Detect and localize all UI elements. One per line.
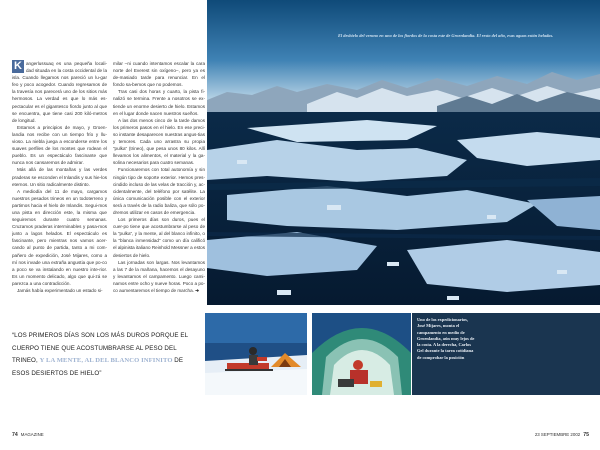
drop-cap: K	[14, 60, 22, 72]
pull-quote-highlight: Y LA MENTE, AL DEL BLANCO INFINITO	[39, 357, 175, 365]
main-photo-caption: El deshielo del verano en uno de los fiordos de la costa este de Groenlandia. El resto del año, esas aguas están heladas.	[338, 33, 554, 38]
article-paragraph: Jamás había experimentado un estado si-	[17, 288, 103, 293]
sled-camp-photo	[205, 313, 307, 395]
pull-quote-text: “LOS PRIMEROS DÍAS SON LOS MÁS DUROS PORQUE EL CUERPO TIENE QUE ACOSTUMBRARSE AL PESO DEL TRINEO,	[12, 332, 188, 365]
article-paragraph: Estamos a principios de mayo, y Groen-landia nos recibe con un tiempo frío y llu-vioso. La niebla juega a esconderse entre los suaves perfiles de los montes que rodean el pueblo. Es un espectáculo fascinante que nunca nos cansaremos de admirar.	[12, 124, 107, 166]
article-paragraph: Las jornadas son largas. Nos levantamos a las 7 de la mañana, hacemos el desayuno y levantamos el campamento. Luego cami-namos entre ocho y nueve horas. Poco a po-co aumentaremos el tiempo de marcha. ➔	[113, 259, 205, 293]
article-paragraph: A las dos menos cinco de la tarde damos los primeros pasos en el hielo. En ese preci-so instante desaparecen nuestras angus-tias y temores. Cada uno arrastra su propia “pulka” (trineo), que pesa unos 80 kilos. Allí llevamos los alimentos, el material y la ga-solina necesarios para cuatro semanas.	[113, 117, 205, 166]
pull-quote-text-end: DE ESOS DESIERTOS DE HIELO”	[12, 357, 184, 377]
pull-quote	[12, 330, 192, 380]
photo-caption: Uno de los expedicionarios, José Mijares, monta el campamento en medio de Groenlandia, aún muy lejos de la costa. A la derecha, Carlos Gel durante la tarea cotidiana de comprobar la posición	[417, 317, 475, 360]
footer-right	[535, 432, 592, 438]
article-paragraph: A mediodía del 11 de mayo, cargamos nuestros pesados trineos en un todoterreno y partimos hacia el hielo de Inlandis. Segui-mos una pista en dirección este, la misma que seguiremos durante cuatro semanas. Cruzamos praderas interminables y pasa-mos junto a lagos helados. El espectáculo es fascinante, pero mientras nos vamos acer-cando al punto de partida, tanto a mi com-pañero de expedición, José Mijares, como a mí nos invade una extraña angustia que po-co a poco se va instalando en nuestro inte-rior. Es un momento delicado, algo que qui-zá se parezca a una contradicción.	[12, 188, 107, 286]
page-number-left: 74	[12, 432, 18, 438]
tent-interior-photo	[312, 313, 411, 395]
article-column-2	[113, 60, 205, 314]
article-paragraph: Los primeros días son duros, pues el cuer-po tiene que acostumbrarse al peso de la “pulka”, y la mente, al del blanco infinito, o la “blanca inmensidad” como un día calificó el alpinista italiano Reinhold Messner a estos desiertos de hielo.	[113, 217, 205, 258]
fjord-photo	[207, 0, 600, 305]
page-number-right: 75	[583, 432, 589, 438]
continue-arrow-icon: ➔	[195, 288, 200, 293]
article-paragraph: Funcionaremos con total autonomía y sin ningún tipo de soporte exterior. Hemos pres-cindido incluso de las velas de tracción y, ac-cidentalmente, del teléfono por satélite. La única comunicación posible con el exterior será a través de la radio baliza, que sólo po-dremos utilizar en casos de emergencia.	[113, 167, 205, 215]
article-paragraph: Más allá de las montañas y las verdes praderas se esconden el Inlandis y sus hie-los eternos. Un sitio radicalmente distinto.	[12, 167, 107, 187]
footer-left	[12, 432, 44, 438]
issue-date: 23 SEPTIEMBRE 2002	[534, 432, 581, 437]
article-paragraph: K angerlussuaq es una pequeña locali-dad situada en la costa occidental de la isla. Cuando llegamos nos pareció un lu-gar feo y poco acogedor. Cuando regresamos de la travesía nos parecerá uno de los sitios más hermosos. La verdad es que lo más es-pectacular es el gigantesco fiordo junto al que se encuentra, que tiene casi 200 kiló-metros de longitud.	[12, 60, 107, 123]
article-paragraph: Tras casi dos horas y cuarto, la pista fi-nalizó se termina. Frente a nosotros se ex-tiende un enorme desierto de hielo. Estamos en el lugar donde nacen nuestros sueños.	[113, 89, 205, 116]
article-column-1	[12, 60, 107, 314]
magazine-label: MAGAZINE	[20, 432, 44, 437]
article-paragraph: milar –ni cuando intentamos escalar la cara norte del Everest sin oxígeno–, pero ya es de-masiado tarde para renunciar. En el fondo sa-bemos que no podemos.	[113, 61, 205, 88]
